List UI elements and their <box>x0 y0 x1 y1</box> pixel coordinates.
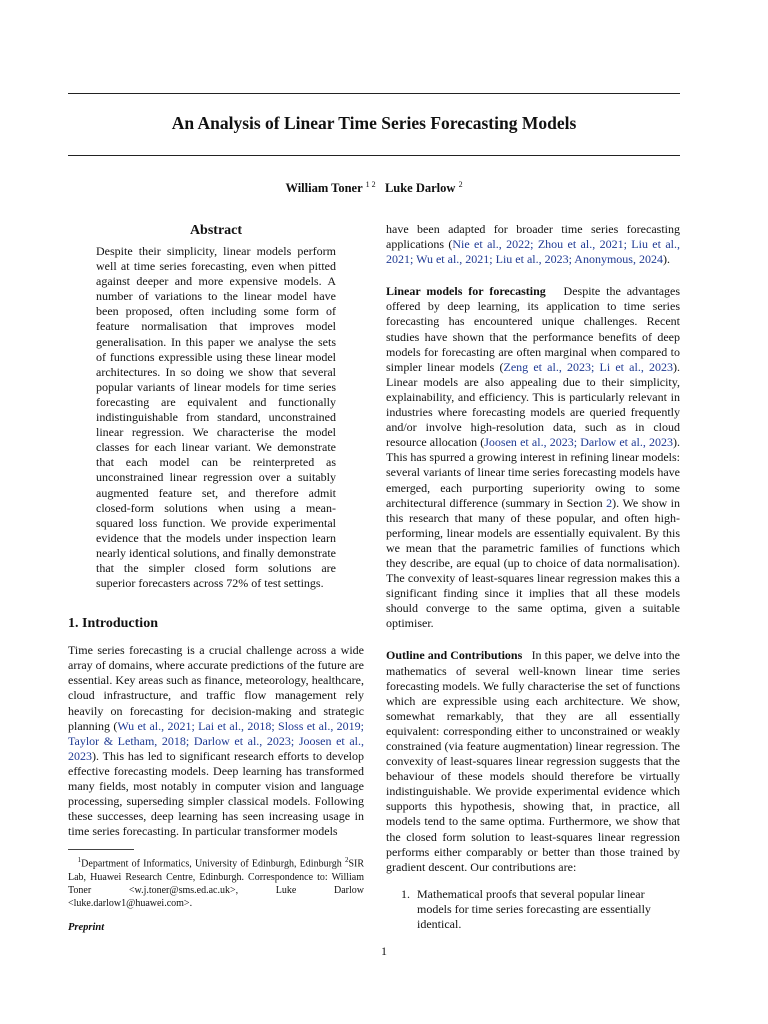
affiliation-footnote <box>68 854 364 909</box>
top-rule <box>68 93 680 94</box>
paragraph-heading: Linear models for forecasting <box>386 284 546 299</box>
preprint-label: Preprint <box>68 921 105 933</box>
author-affiliation: 2 <box>458 180 463 189</box>
author-name: Luke Darlow <box>384 181 456 196</box>
body-text: ). We show in this research that many of these popular, and often high-performing, linear models are essentially equivalent. By this we mean that the parametric families of functions which they describe, are equal (up to choice of data normalisation). The convexity of least-squares linear regression makes this a significant finding since it implies that all these models should converge to the same optima, given a suitable optimiser. <box>386 495 680 631</box>
body-text: ). This has spurred a growing interest in refining linear models: several variants of linear time series forecasting models have emerged, each purporting superiority owing to some architectural difference (summary in Section <box>386 435 680 510</box>
footnote-mark: 2 <box>344 856 349 865</box>
abstract-heading: Abstract <box>189 223 243 238</box>
abstract-text: Despite their simplicity, linear models perform well at time series forecasting, even when pitted against deeper and more expensive models. A number of variations to the linear model have been proposed, often including some form of feature normalisation that improves model generalisation. In this paper we analyse the sets of functions expressible using these linear model architectures. In so doing we show that several popular variants of linear models for time series forecasting are equivalent and functionally indistinguishable from standard, unconstrained linear regression. We characterise the model classes for each linear variant. We demonstrate that each model can be reinterpreted as unconstrained linear regression over a suitably augmented feature set, and therefore admit closed-form solutions when using a mean-squared loss function. We provide experimental evidence that the models under inspection learn nearly identical solutions, and finally demonstrate that the simpler closed form solutions are superior forecasters across 72% of test settings. <box>96 244 336 591</box>
left-column <box>68 222 364 935</box>
list-number: 1. <box>401 886 410 901</box>
body-text: ). Linear models are also appealing due to their simplicity, explainability, and efficiency. This is particularly relevant in industries where forecasting models are queried frequently and/or involve high-resolution data, such as in cloud resource allocation ( <box>386 359 680 450</box>
intro-paragraph <box>68 643 364 839</box>
paper-title: An Analysis of Linear Time Series Forecasting Models <box>171 113 577 133</box>
citation-link[interactable]: Wu et al., 2021; Lai et al., 2018; Sloss et al., 2019; Taylor & Letham, 2018; Darlow et al., 2023; Joosen et al., 2023 <box>68 718 364 763</box>
intro-text: Time series forecasting is a crucial challenge across a wide array of domains, where accurate predictions of the future are essential. Key areas such as finance, meteorology, healthcare, cloud infrastructure, and traffic flow management rely heavily on forecasting for decision-making and strategic planning ( <box>68 643 364 733</box>
citation-link[interactable]: Nie et al., 2022; Zhou et al., 2021; Liu et al., 2021; Wu et al., 2021; Liu et al., 2023; Anonymous, 2024 <box>386 237 681 267</box>
continued-paragraph <box>386 222 680 267</box>
section-reference-link[interactable]: 2 <box>606 495 613 510</box>
section-heading-introduction: 1. Introduction <box>68 616 158 632</box>
list-text: Mathematical proofs that several popular linear models for time series forecasting are essentially identical. <box>417 886 651 932</box>
page-number: 1 <box>381 944 387 958</box>
footnote-text: Department of Informatics, University of Edinburgh, Edinburgh <box>81 858 345 870</box>
outline-paragraph <box>386 648 680 874</box>
intro-text: ). This has led to significant research efforts to develop effective forecasting models. Deep learning has transformed many fields, most notably in computer vision and language processing, superseding simpler classical models. Following these successes, deep learning has seen increasing usage in time series forecasting. In particular transformer models <box>68 748 364 839</box>
linear-models-paragraph <box>386 284 680 631</box>
footnote-text: SIR Lab, Huawei Research Centre, Edinburgh. Correspondence to: William Toner <w.j.toner@sms.ed.ac.uk>, Luke Darlow <luke.darlow1@huawei.com>. <box>68 858 364 909</box>
author-affiliation: 1 2 <box>365 180 376 189</box>
citation-link[interactable]: Zeng et al., 2023; Li et al., 2023 <box>503 359 673 374</box>
title-bottom-rule <box>68 155 680 156</box>
body-text: have been adapted for broader time series forecasting applications ( <box>386 222 680 252</box>
author-name: William Toner <box>285 181 363 196</box>
list-item <box>386 887 680 932</box>
body-text: ). <box>662 252 670 267</box>
footnote-rule <box>68 849 134 850</box>
right-column <box>386 222 680 932</box>
footnote-mark: 1 <box>77 856 82 865</box>
citation-link[interactable]: Joosen et al., 2023; Darlow et al., 2023 <box>484 435 673 450</box>
body-text: In this paper, we delve into the mathematics of several well-known linear time series forecasting models. We fully characterise the set of functions which are expressible using each architecture. We show, somewhat remarkably, that they are all essentially equivalent: corresponding either to unconstrained or weakly constrained (via feature augmentation) linear regression. The convexity of least-squares linear regression suggests that the behaviour of these models should therefore be virtually indistinguishable. We provide experimental evidence which supports this hypothesis, showing that, in practice, all models tend to the same optima. Furthermore, we show that the closed form solution to least-squares linear regression performs either comparably or better than those trained by gradient descent. Our contributions are: <box>386 648 680 874</box>
author-line <box>68 180 680 196</box>
body-text: Despite the advantages offered by deep learning, its application to time series forecasting has encountered unique challenges. Recent studies have shown that the performance benefits of deep models for forecasting are often marginal when compared to simpler linear models ( <box>386 284 681 374</box>
paragraph-heading: Outline and Contributions <box>386 648 523 663</box>
